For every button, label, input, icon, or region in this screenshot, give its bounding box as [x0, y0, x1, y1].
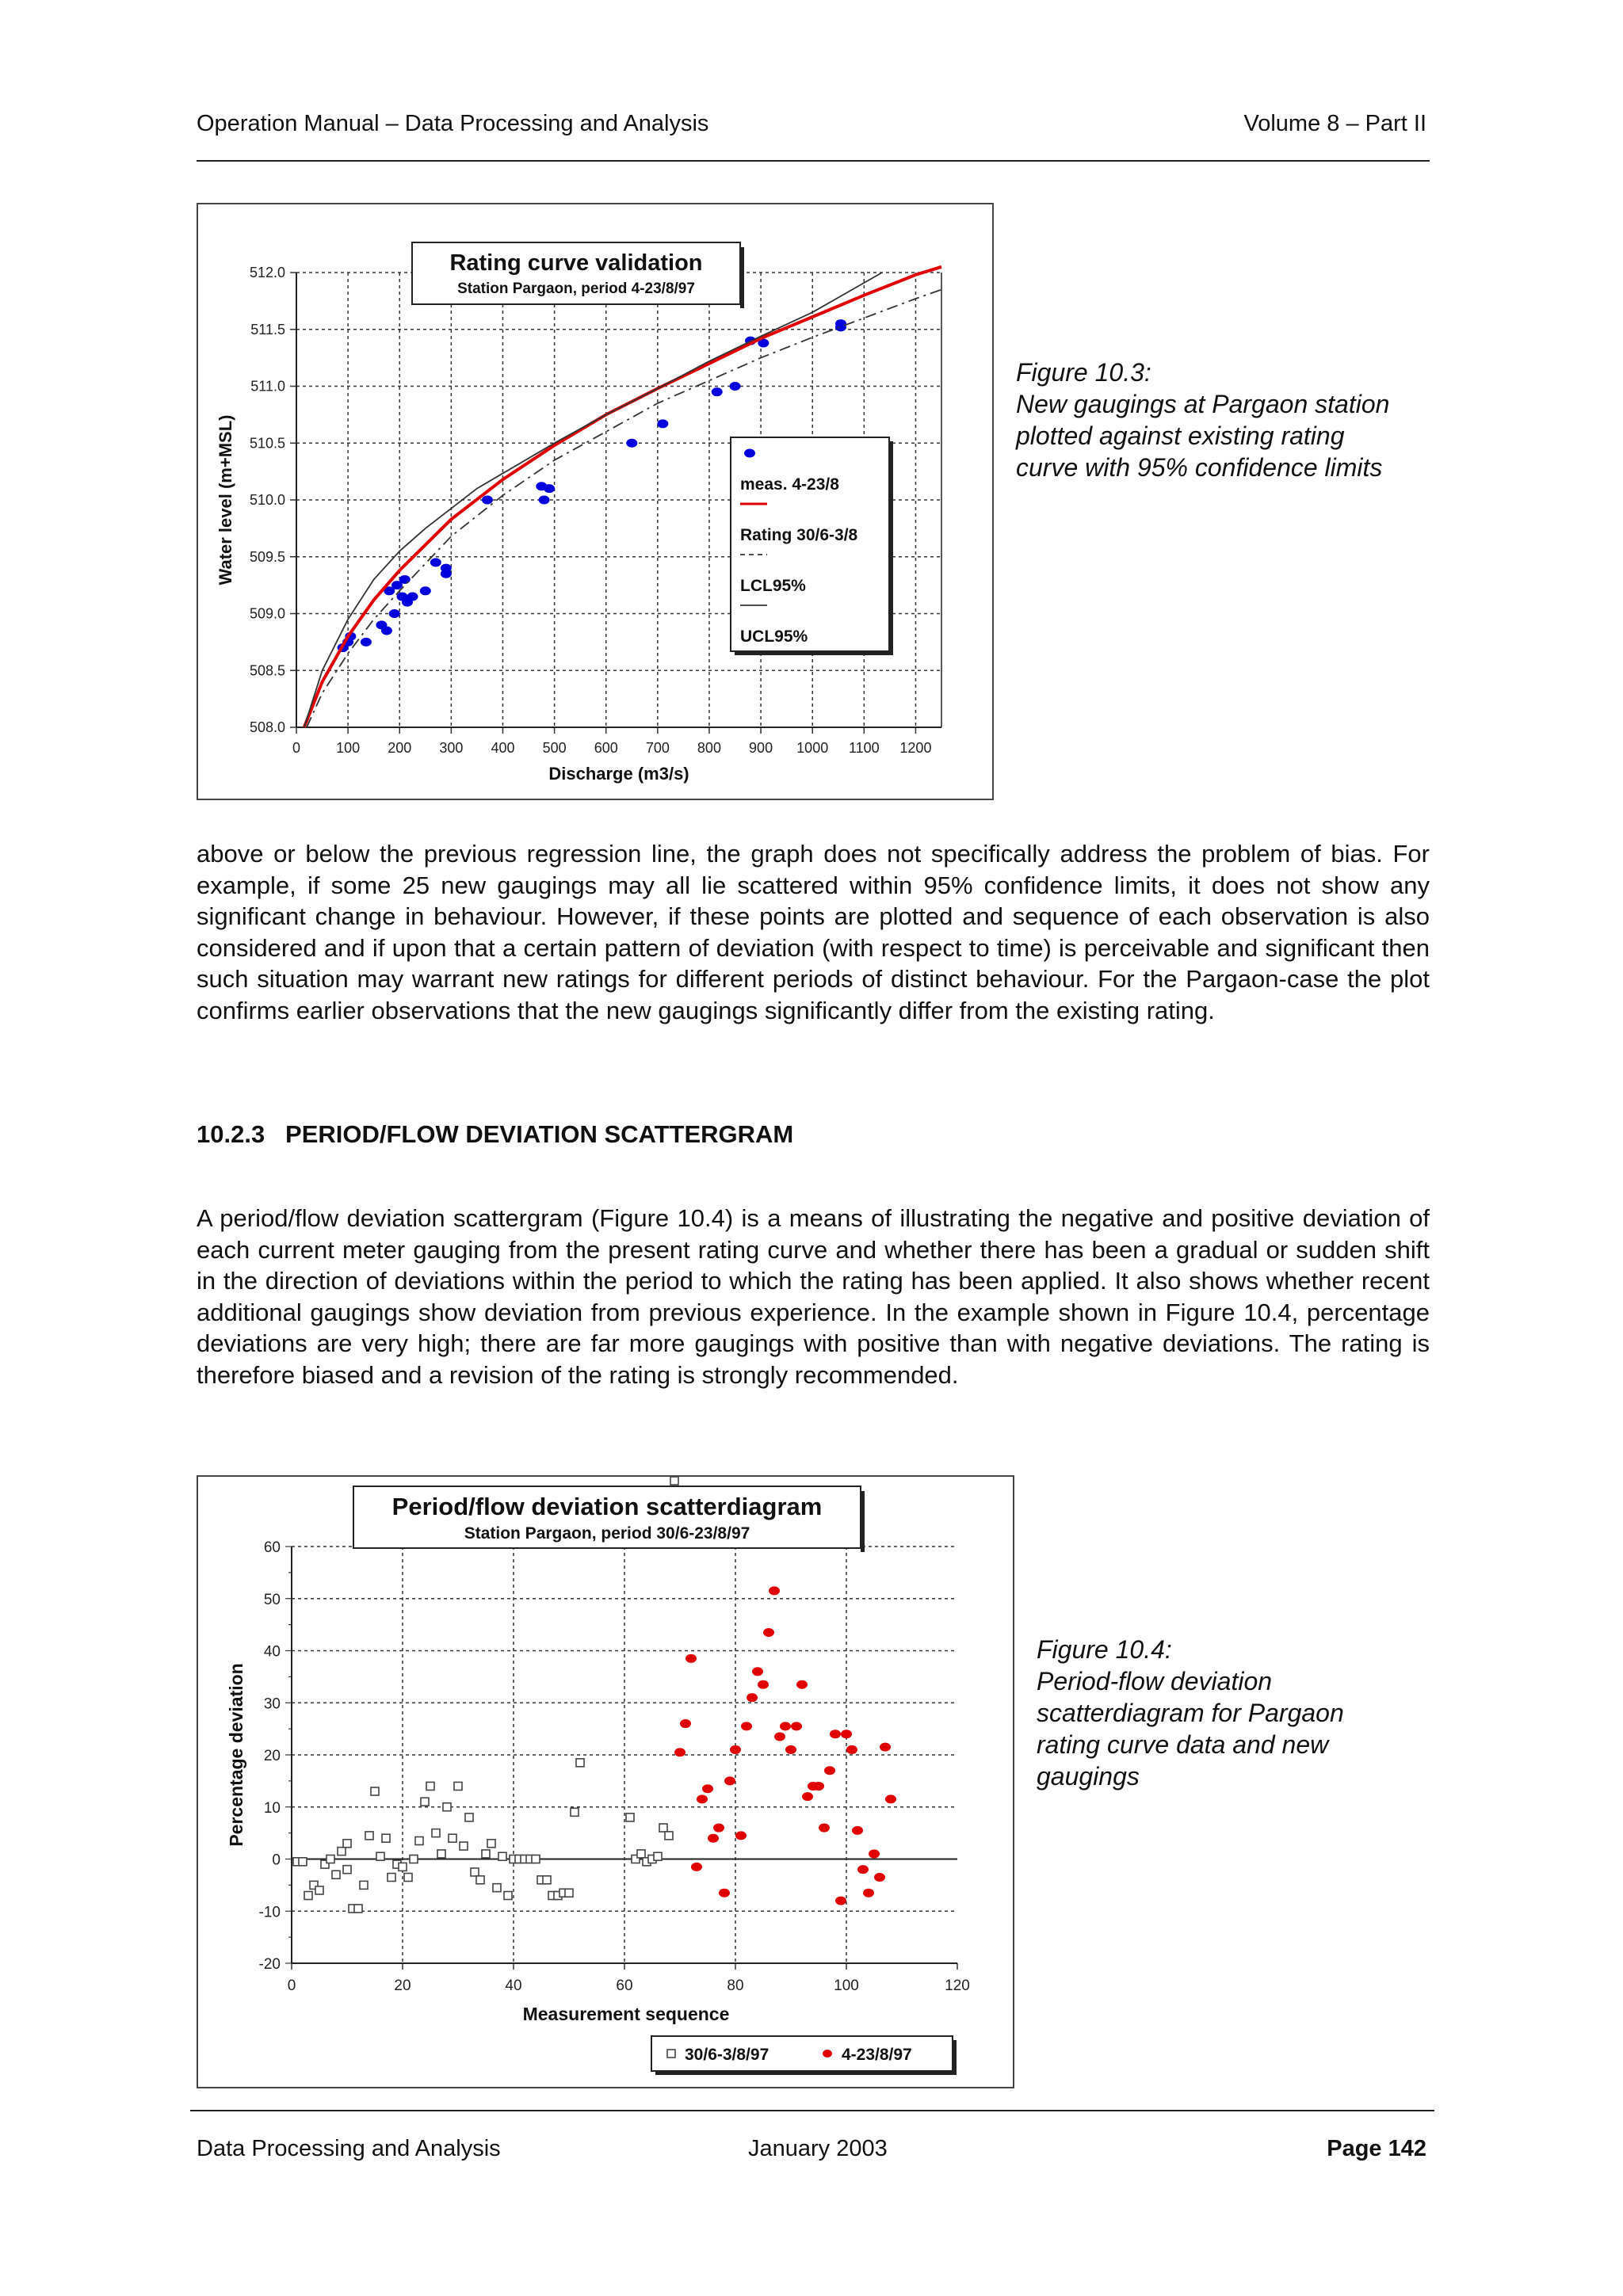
x-tick-label: 20: [394, 1978, 411, 1994]
legend-label: 4-23/8/97: [842, 2046, 912, 2064]
y-tick-label: 60: [263, 1539, 281, 1556]
figure1-caption-text: New gaugings at Pargaon station plotted against existing rating curve with 95% confidence limits: [1016, 390, 1390, 482]
data-point-new: [763, 1628, 774, 1637]
x-axis-label: Measurement sequence: [522, 2004, 730, 2024]
data-point-old: [498, 1852, 506, 1860]
y-tick-label: 0: [272, 1852, 281, 1869]
x-tick-label: 200: [388, 740, 412, 756]
data-point-new: [724, 1776, 735, 1785]
x-tick-label: 80: [727, 1978, 744, 1994]
data-point-new: [674, 1748, 685, 1756]
chart-subtitle: Station Pargaon, period 30/6-23/8/97: [464, 1524, 750, 1543]
x-tick-label: 60: [616, 1978, 633, 1994]
data-point-old: [332, 1871, 340, 1878]
data-point-measured: [441, 570, 452, 578]
figure1-caption-label: Figure 10.3:: [1016, 358, 1151, 387]
x-tick-label: 40: [505, 1978, 522, 1994]
data-point-new: [758, 1680, 769, 1689]
x-tick-label: 300: [439, 740, 464, 756]
data-point-measured: [399, 575, 411, 584]
data-point-old: [376, 1852, 384, 1860]
data-point-new: [824, 1766, 835, 1775]
x-tick-label: 700: [645, 740, 670, 756]
data-point-old: [670, 1477, 678, 1485]
x-tick-label: 900: [749, 740, 773, 756]
data-point-old: [354, 1905, 362, 1913]
data-point-old: [343, 1866, 351, 1874]
data-point-old: [482, 1850, 490, 1858]
legend-label: Rating 30/6-3/8: [740, 526, 858, 544]
data-point-new: [813, 1782, 824, 1791]
data-point-new: [791, 1722, 802, 1730]
data-point-new: [719, 1889, 730, 1897]
data-point-measured: [539, 496, 550, 505]
chart-title: Period/flow deviation scatterdiagram: [391, 1493, 823, 1520]
footer-page-number: Page 142: [1327, 2136, 1426, 2161]
data-point-old: [460, 1842, 468, 1850]
data-point-measured: [407, 592, 418, 601]
data-point-old: [476, 1876, 484, 1884]
data-point-old: [304, 1892, 312, 1900]
data-point-old: [654, 1852, 662, 1860]
data-point-new: [885, 1794, 896, 1803]
data-point-new: [841, 1730, 852, 1738]
chart-title: Rating curve validation: [449, 250, 703, 276]
data-point-old: [388, 1874, 395, 1882]
data-point-old: [432, 1829, 440, 1837]
y-tick-label: 511.0: [250, 378, 285, 395]
x-axis-label: Discharge (m3/s): [548, 764, 689, 784]
data-point-old: [576, 1759, 584, 1767]
data-point-old: [343, 1840, 351, 1848]
x-tick-label: 1000: [796, 740, 829, 756]
figure-deviation-scatter: [197, 1475, 1014, 2088]
y-tick-label: 30: [263, 1695, 281, 1713]
x-tick-label: 400: [491, 740, 515, 756]
data-point-old: [637, 1850, 645, 1858]
data-point-old: [659, 1824, 667, 1832]
rating-curve-chart: [198, 204, 992, 799]
data-point-old: [360, 1881, 368, 1889]
x-tick-label: 600: [594, 740, 618, 756]
chart-title-shadow: [740, 247, 744, 308]
footer-left: Data Processing and Analysis: [197, 2136, 501, 2161]
data-point-new: [735, 1831, 747, 1840]
data-point-old: [565, 1889, 573, 1897]
data-point-new: [691, 1863, 702, 1871]
legend-marker-new: [823, 2050, 832, 2058]
chart-title-shadow: [861, 1491, 865, 1552]
data-point-new: [869, 1849, 880, 1858]
data-point-new: [874, 1873, 885, 1882]
data-point-old: [465, 1814, 473, 1821]
x-tick-label: 500: [542, 740, 567, 756]
footer-center: January 2003: [748, 2136, 888, 2161]
data-point-new: [785, 1745, 796, 1754]
data-point-new: [730, 1745, 741, 1754]
data-point-old: [426, 1782, 434, 1790]
data-point-old: [371, 1787, 379, 1795]
data-point-measured: [544, 484, 555, 493]
data-point-old: [443, 1803, 451, 1811]
data-point-old: [571, 1808, 579, 1816]
data-point-new: [774, 1732, 785, 1741]
data-point-old: [299, 1858, 307, 1866]
data-point-measured: [835, 322, 846, 331]
data-point-new: [713, 1824, 724, 1833]
legend-label: meas. 4-23/8: [740, 475, 839, 494]
data-point-old: [504, 1892, 512, 1900]
legend-label: LCL95%: [740, 577, 806, 595]
y-axis-label: Percentage deviation: [226, 1663, 246, 1847]
data-point-new: [780, 1722, 791, 1730]
legend-label: UCL95%: [740, 627, 808, 646]
data-point-new: [802, 1792, 813, 1801]
data-point-new: [741, 1722, 752, 1730]
data-point-new: [830, 1730, 841, 1738]
y-tick-label: -10: [258, 1904, 281, 1921]
data-point-new: [702, 1784, 713, 1793]
body-paragraph-1: above or below the previous regression line, the graph does not specifically address the problem of bias. For example, if some 25 new gaugings may all lie scattered within 95% confidence limits, it does not show any significant change in behaviour. However, if these points are plotted and sequence of each observation is also considered and if upon that a certain pattern of deviation (with respect to time) is perceivable and significant then such situation may warrant new ratings for different periods of distinct behaviour. For the Pargaon-case the plot confirms earlier observations that the new gaugings significantly differ from the existing rating.: [197, 840, 1430, 1024]
header-right: Volume 8 – Part II: [1243, 111, 1426, 136]
y-tick-label: 40: [263, 1643, 281, 1661]
data-point-old: [532, 1855, 540, 1863]
data-point-new: [747, 1693, 758, 1702]
legend-marker-measured: [744, 449, 755, 458]
data-point-new: [863, 1889, 874, 1897]
data-point-new: [697, 1794, 708, 1803]
data-point-old: [399, 1863, 407, 1871]
data-point-old: [493, 1884, 501, 1892]
data-point-old: [543, 1876, 551, 1884]
data-point-new: [796, 1680, 808, 1689]
data-point-old: [487, 1840, 495, 1848]
data-point-new: [752, 1667, 763, 1676]
figure2-caption-text: Period-flow deviation scatterdiagram for Pargaon rating curve data and new gaugings: [1037, 1667, 1344, 1791]
data-point-new: [680, 1719, 691, 1728]
footer-rule: [190, 2110, 1434, 2111]
data-point-old: [410, 1855, 418, 1863]
data-point-measured: [657, 419, 668, 428]
legend-label: 30/6-3/8/97: [685, 2046, 769, 2064]
data-point-old: [365, 1832, 373, 1840]
data-point-new: [769, 1586, 780, 1595]
data-point-measured: [381, 627, 392, 635]
data-point-measured: [626, 439, 637, 448]
x-tick-label: 100: [336, 740, 361, 756]
y-tick-label: 508.0: [249, 719, 285, 735]
y-tick-label: 509.0: [249, 605, 285, 622]
y-axis-label: Water level (m+MSL): [216, 414, 235, 585]
x-tick-label: 0: [292, 740, 301, 756]
data-point-old: [471, 1868, 479, 1876]
figure-rating-curve: [197, 203, 994, 800]
legend-box: [731, 437, 889, 651]
x-tick-label: 800: [697, 740, 721, 756]
data-point-measured: [730, 382, 741, 391]
figure1-caption: [1016, 357, 1428, 483]
data-point-measured: [389, 609, 400, 618]
data-point-old: [382, 1834, 390, 1842]
data-point-old: [327, 1855, 334, 1863]
data-point-new: [819, 1824, 830, 1833]
data-point-measured: [712, 387, 723, 396]
data-point-old: [437, 1850, 445, 1858]
deviation-scatter-chart: [198, 1477, 1013, 2087]
data-point-new: [852, 1826, 863, 1835]
x-tick-label: 120: [945, 1978, 970, 1994]
data-point-old: [338, 1848, 346, 1855]
data-point-old: [415, 1836, 423, 1844]
y-tick-label: 20: [263, 1748, 281, 1764]
data-point-new: [685, 1654, 697, 1663]
data-point-old: [404, 1874, 412, 1882]
data-point-new: [846, 1745, 857, 1754]
y-tick-label: 508.5: [249, 662, 285, 679]
y-tick-label: -20: [258, 1956, 281, 1973]
data-point-old: [421, 1798, 429, 1806]
x-tick-label: 1100: [848, 740, 880, 756]
data-point-measured: [482, 496, 493, 505]
data-point-measured: [420, 586, 431, 595]
figure2-caption: [1037, 1634, 1417, 1792]
data-point-new: [835, 1897, 846, 1905]
data-point-old: [626, 1814, 634, 1821]
body-paragraph-2: A period/flow deviation scattergram (Figure 10.4) is a means of illustrating the negative and positive deviation of each current meter gauging from the present rating curve and whether there has been a gradual or sudden shift in the direction of deviations within the period to which the rating has been applied. It also shows whether recent additional gaugings show deviation from previous experience. In the example shown in Figure 10.4, percentage deviations are very high; there are far more gaugings with positive than with negative deviations. The rating is therefore biased and a revision of the rating is strongly recommended.: [197, 1204, 1430, 1389]
data-point-measured: [430, 558, 441, 566]
data-point-old: [665, 1832, 673, 1840]
header-left: Operation Manual – Data Processing and Analysis: [197, 111, 709, 136]
section-heading: 10.2.3 PERIOD/FLOW DEVIATION SCATTERGRAM: [197, 1120, 794, 1148]
chart-subtitle: Station Pargaon, period 4-23/8/97: [457, 280, 695, 297]
y-tick-label: 509.5: [249, 548, 285, 565]
data-point-old: [315, 1886, 323, 1894]
figure2-caption-label: Figure 10.4:: [1037, 1635, 1172, 1664]
data-point-new: [857, 1865, 869, 1874]
y-tick-label: 50: [263, 1591, 281, 1608]
data-point-old: [449, 1834, 456, 1842]
x-tick-label: 1200: [899, 740, 932, 756]
x-tick-label: 100: [834, 1978, 859, 1994]
data-point-new: [708, 1834, 719, 1843]
x-tick-label: 0: [287, 1978, 296, 1994]
data-point-measured: [361, 638, 372, 646]
y-tick-label: 511.5: [250, 321, 285, 338]
header-rule: [197, 160, 1430, 162]
data-point-old: [454, 1782, 462, 1790]
y-tick-label: 510.0: [249, 492, 285, 508]
y-tick-label: 10: [263, 1799, 281, 1817]
y-tick-label: 510.5: [249, 435, 285, 452]
data-point-new: [880, 1743, 891, 1752]
legend-marker-old: [667, 2050, 675, 2058]
y-tick-label: 512.0: [249, 265, 285, 280]
